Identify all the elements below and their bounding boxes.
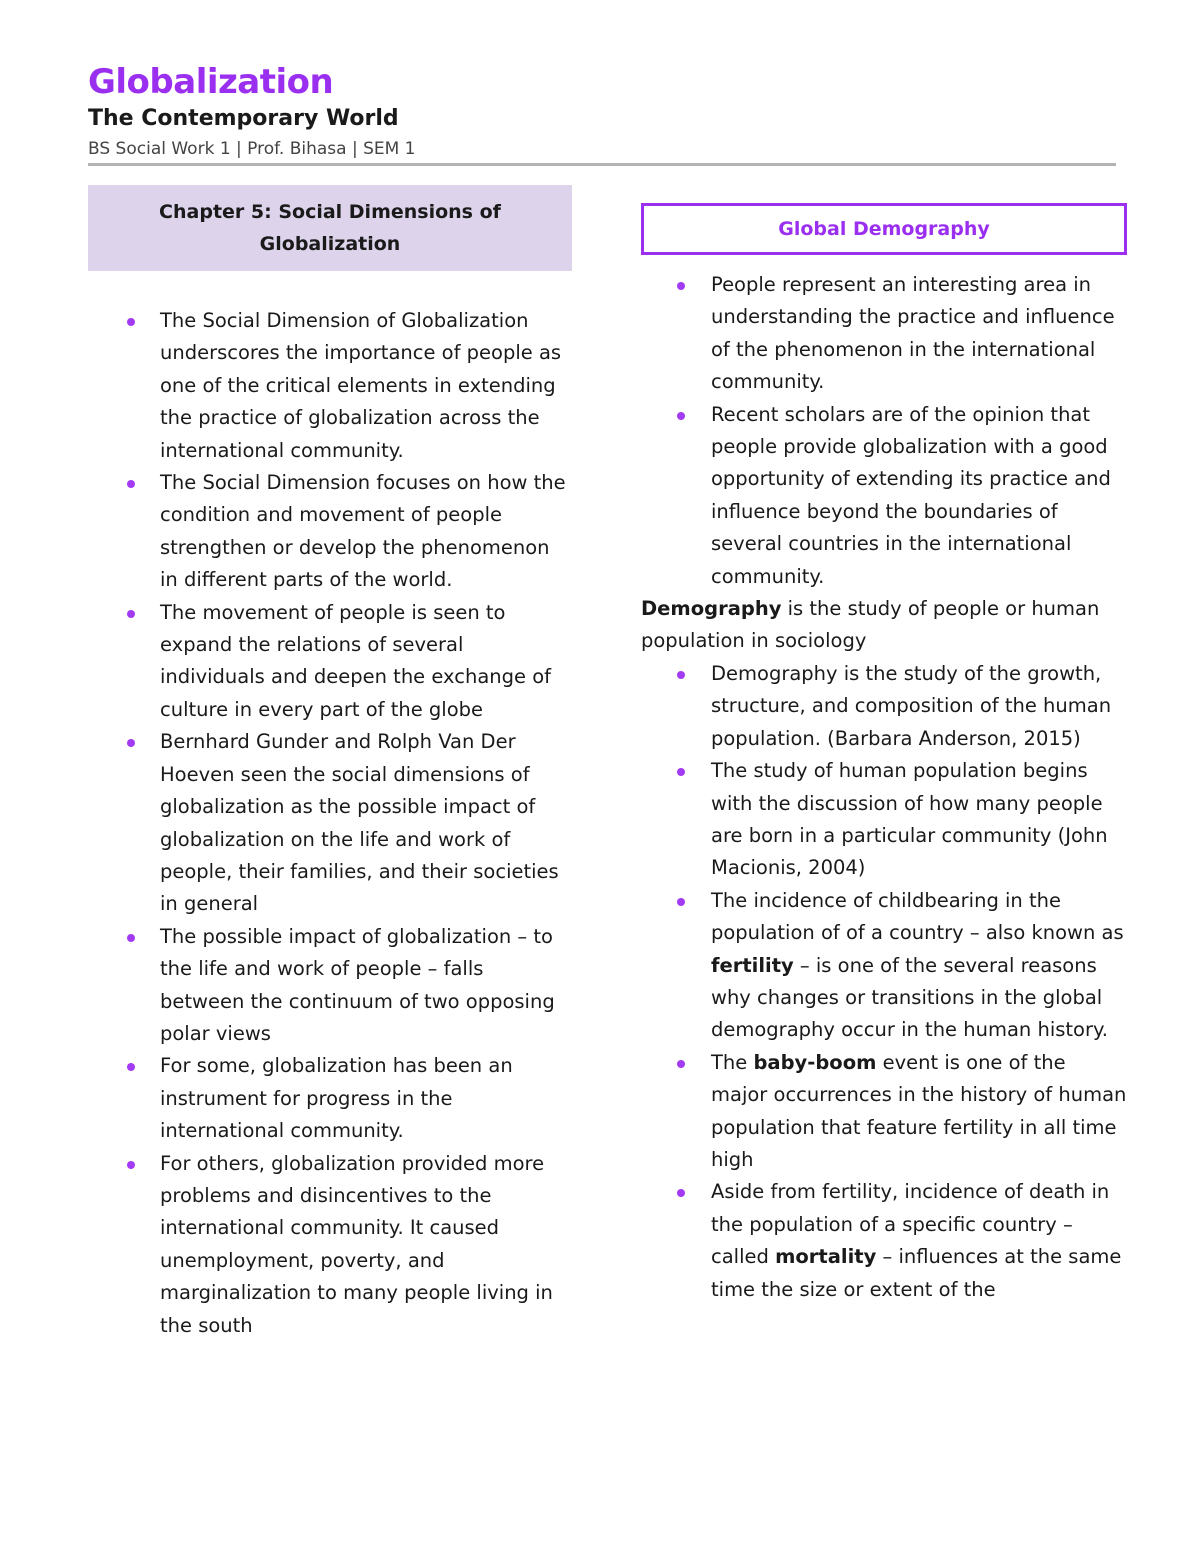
list-item-text: The movement of people is seen to expand the relations of several individuals and deepen the exchange of culture in every part of the globe: [160, 600, 551, 721]
mortality-term: mortality: [775, 1245, 877, 1269]
list-item: [641, 399, 1127, 593]
section-heading: Global Demography: [641, 203, 1127, 255]
list-item-text-post: – is one of the several reasons why changes or transitions in the global demography occur in the human history.: [711, 953, 1108, 1042]
bullet-icon: [127, 610, 135, 618]
demography-definition: [641, 593, 1127, 658]
bullet-icon: [677, 671, 685, 679]
bullet-icon: [127, 1063, 135, 1071]
list-item-text: For some, globalization has been an instrument for progress in the international community.: [160, 1054, 513, 1143]
list-item: [641, 755, 1127, 885]
list-item: [641, 269, 1127, 399]
chapter-heading-line2: Globalization: [259, 233, 401, 255]
list-item-text-pre: The incidence of childbearing in the population of of a country – also known as: [711, 888, 1124, 945]
list-item-text: The Social Dimension focuses on how the condition and movement of people strengthen or develop the phenomenon in different parts of the world.: [160, 471, 566, 592]
list-item: [88, 1148, 572, 1342]
list-item: [88, 597, 572, 727]
fertility-term: fertility: [711, 953, 794, 977]
bullet-icon: [127, 739, 135, 747]
chapter-heading-line1: Chapter 5: Social Dimensions of: [159, 201, 501, 223]
demography-list: [641, 658, 1127, 1306]
definition-text: is the study of people or human population in sociology: [641, 597, 1100, 653]
list-item-text: People represent an interesting area in understanding the practice and influence of the phenomenon in the international community.: [711, 273, 1115, 394]
list-item: [641, 1176, 1127, 1306]
list-item: [88, 726, 572, 920]
social-dimension-list: [88, 305, 572, 1342]
document-subtitle: The Contemporary World: [88, 106, 399, 131]
list-item-text: The study of human population begins with the discussion of how many people are born in a particular community (John Macionis, 2004): [711, 759, 1108, 880]
list-item-text: The Social Dimension of Globalization underscores the importance of people as one of the critical elements in extending the practice of globalization across the international community.: [160, 309, 562, 462]
header-divider: [88, 163, 1116, 166]
bullet-icon: [127, 480, 135, 488]
document-title: Globalization: [88, 62, 334, 102]
list-item-text: Demography is the study of the growth, structure, and composition of the human population. (Barbara Anderson, 2015): [711, 661, 1112, 750]
list-item: [88, 467, 572, 597]
bullet-icon: [677, 898, 685, 906]
list-item-text: For others, globalization provided more problems and disincentives to the international community. It caused unemployment, poverty, and marginalization to many people living in the south: [160, 1151, 553, 1337]
list-item: [88, 305, 572, 467]
definition-term: Demography: [641, 597, 782, 621]
list-item-text: Bernhard Gunder and Rolph Van Der Hoeven seen the social dimensions of globalization as the possible impact of globalization on the life and work of people, their families, and their societies in general: [160, 730, 559, 916]
global-demography-intro-list: [641, 269, 1127, 593]
list-item-text: Recent scholars are of the opinion that people provide globalization with a good opportunity of extending its practice and influence beyond the boundaries of several countries in the international community.: [711, 402, 1111, 588]
list-item-text: The possible impact of globalization – to the life and work of people – falls between the continuum of two opposing polar views: [160, 924, 555, 1045]
baby-boom-term: baby-boom: [753, 1050, 877, 1074]
bullet-icon: [127, 934, 135, 942]
list-item-text-post: – influences at the same time the size or extent of the: [711, 1245, 1122, 1301]
list-item: [88, 921, 572, 1051]
document-header: [88, 58, 1116, 164]
list-item: [641, 658, 1127, 755]
left-column: [88, 185, 572, 1342]
list-item: [641, 885, 1127, 1047]
document-meta: BS Social Work 1 | Prof. Bihasa | SEM 1: [88, 139, 416, 159]
list-item-text-pre: The: [711, 1050, 754, 1074]
bullet-icon: [677, 1060, 685, 1068]
bullet-icon: [677, 412, 685, 420]
chapter-heading: [88, 185, 572, 271]
list-item-text-pre: Aside from fertility, incidence of death in the population of a specific country – called: [711, 1180, 1110, 1269]
bullet-icon: [677, 768, 685, 776]
bullet-icon: [127, 1161, 135, 1169]
list-item-text-post: event is one of the major occurrences in the history of human population that feature fertility in all time high: [711, 1050, 1127, 1171]
right-column: [641, 203, 1127, 1306]
bullet-icon: [677, 1189, 685, 1197]
bullet-icon: [677, 282, 685, 290]
list-item: [641, 1047, 1127, 1177]
bullet-icon: [127, 318, 135, 326]
list-item: [88, 1050, 572, 1147]
